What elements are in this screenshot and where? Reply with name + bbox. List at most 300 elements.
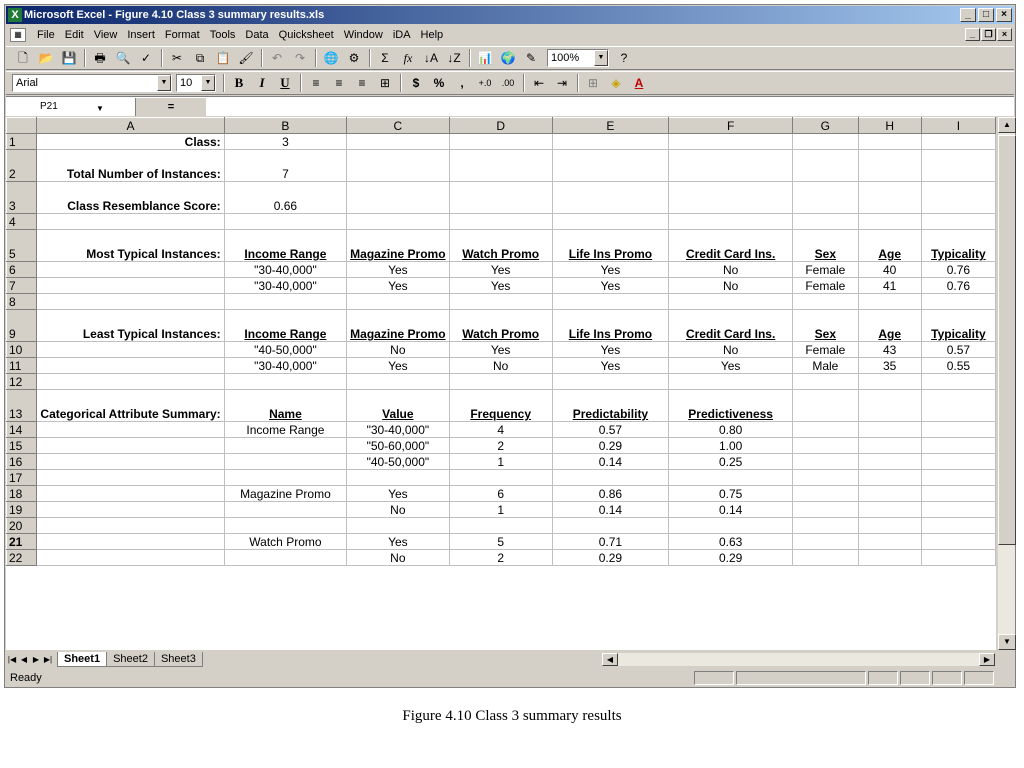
cell-b[interactable]: 0.66 [224,182,346,214]
cell-a[interactable]: Least Typical Instances: [37,310,224,342]
cell-d[interactable] [449,214,552,230]
cell-c[interactable]: Magazine Promo [347,310,449,342]
cell-g[interactable]: Female [793,262,858,278]
cut-icon[interactable]: ✂ [171,51,183,65]
cell-a[interactable] [37,550,224,566]
cell-h[interactable] [858,294,921,310]
row-header[interactable]: 2 [7,150,37,182]
currency-button[interactable]: $ [412,76,420,90]
cell-g[interactable] [793,150,858,182]
scroll-right-icon[interactable]: ▶ [979,653,995,666]
row-header[interactable]: 6 [7,262,37,278]
prev-sheet-icon[interactable]: ◀ [20,654,28,664]
italic-button[interactable]: I [259,75,265,90]
format-painter-icon[interactable]: 🖌 [238,51,254,65]
cell-c[interactable]: No [347,502,449,518]
fill-color-icon[interactable]: ◈ [611,76,621,90]
cell-f[interactable]: No [669,342,793,358]
chevron-down-icon[interactable]: ▼ [157,75,171,91]
cell-d[interactable]: 1 [449,454,552,470]
cell-a[interactable] [37,358,224,374]
cell-d[interactable] [449,470,552,486]
cell-e[interactable] [552,518,668,534]
cell-e[interactable]: 0.29 [552,438,668,454]
doc-restore-button[interactable]: ❐ [981,28,996,41]
spelling-icon[interactable]: ✓ [140,51,152,65]
row-header[interactable]: 22 [7,550,37,566]
first-sheet-icon[interactable]: |◀ [7,654,17,664]
cell-i[interactable] [921,390,995,422]
cell-a[interactable] [37,470,224,486]
tab-sheet2[interactable]: Sheet2 [106,652,155,667]
cell-b[interactable] [224,470,346,486]
cell-i[interactable] [921,374,995,390]
cell-e[interactable] [552,182,668,214]
document-icon[interactable]: ▦ [10,28,26,42]
cell-g[interactable] [793,550,858,566]
cell-g[interactable]: Sex [793,230,858,262]
row-header[interactable]: 4 [7,214,37,230]
cell-a[interactable] [37,374,224,390]
decrease-decimal-icon[interactable]: .00 [501,78,515,88]
cell-c[interactable]: Yes [347,358,449,374]
cell-e[interactable] [552,134,668,150]
cell-c[interactable]: Value [347,390,449,422]
decrease-indent-icon[interactable]: ⇤ [533,76,545,90]
tab-sheet3[interactable]: Sheet3 [154,652,203,667]
cell-h[interactable] [858,454,921,470]
row-header[interactable]: 9 [7,310,37,342]
cell-f[interactable]: Credit Card Ins. [669,230,793,262]
cell-b[interactable] [224,294,346,310]
cell-i[interactable] [921,134,995,150]
cell-i[interactable] [921,150,995,182]
cell-f[interactable] [669,214,793,230]
cell-g[interactable] [793,486,858,502]
cell-d[interactable]: Yes [449,278,552,294]
cell-d[interactable]: 2 [449,550,552,566]
cell-c[interactable] [347,214,449,230]
cell-b[interactable] [224,518,346,534]
column-header[interactable]: I [921,118,995,134]
cell-i[interactable] [921,518,995,534]
menu-data[interactable]: Data [245,29,269,41]
scroll-down-icon[interactable]: ▼ [998,634,1016,650]
column-header[interactable]: D [449,118,552,134]
row-header[interactable]: 10 [7,342,37,358]
cell-a[interactable] [37,438,224,454]
scroll-left-icon[interactable]: ◀ [602,653,618,666]
cell-h[interactable]: 40 [858,262,921,278]
cell-a[interactable]: Most Typical Instances: [37,230,224,262]
cell-i[interactable] [921,422,995,438]
doc-close-button[interactable]: × [997,28,1012,41]
column-header[interactable]: G [793,118,858,134]
hyperlink-icon[interactable]: 🌐 [323,51,339,65]
percent-button[interactable]: % [433,76,445,90]
cell-c[interactable] [347,150,449,182]
cell-a[interactable]: Total Number of Instances: [37,150,224,182]
print-icon[interactable]: 🖶 [94,51,106,65]
cell-d[interactable]: 4 [449,422,552,438]
cell-h[interactable] [858,422,921,438]
web-toolbar-icon[interactable]: ⚙ [348,51,360,65]
cell-a[interactable] [37,518,224,534]
cell-i[interactable]: 0.76 [921,262,995,278]
cell-f[interactable]: 0.14 [669,502,793,518]
column-header[interactable]: H [858,118,921,134]
cell-a[interactable] [37,214,224,230]
cell-f[interactable]: No [669,262,793,278]
row-header[interactable]: 8 [7,294,37,310]
cell-f[interactable]: Credit Card Ins. [669,310,793,342]
cell-a[interactable] [37,294,224,310]
menu-file[interactable]: File [37,29,55,41]
cell-i[interactable] [921,438,995,454]
cell-a[interactable] [37,342,224,358]
select-all-corner[interactable] [7,118,37,134]
column-header[interactable]: A [37,118,224,134]
cell-a[interactable] [37,262,224,278]
cell-i[interactable]: Typicality [921,310,995,342]
cell-c[interactable]: No [347,550,449,566]
cell-c[interactable]: No [347,342,449,358]
cell-b[interactable] [224,214,346,230]
cell-d[interactable] [449,134,552,150]
cell-f[interactable] [669,470,793,486]
cell-d[interactable]: Watch Promo [449,310,552,342]
cell-h[interactable] [858,150,921,182]
cell-e[interactable] [552,470,668,486]
cell-h[interactable] [858,502,921,518]
cell-c[interactable] [347,470,449,486]
align-left-icon[interactable]: ≡ [312,76,320,90]
cell-f[interactable]: No [669,278,793,294]
cell-c[interactable] [347,374,449,390]
cell-h[interactable] [858,486,921,502]
cell-g[interactable]: Female [793,342,858,358]
cell-e[interactable]: Predictability [552,390,668,422]
cell-c[interactable] [347,134,449,150]
menu-quicksheet[interactable]: Quicksheet [278,29,334,41]
paste-icon[interactable]: 📋 [215,51,231,65]
cell-c[interactable]: Yes [347,486,449,502]
menu-tools[interactable]: Tools [209,29,236,41]
underline-button[interactable]: U [280,75,290,90]
cell-c[interactable]: "50-60,000" [347,438,449,454]
cell-b[interactable] [224,438,346,454]
column-header[interactable]: E [552,118,668,134]
cell-c[interactable]: Yes [347,262,449,278]
cell-d[interactable]: Watch Promo [449,230,552,262]
cell-h[interactable] [858,550,921,566]
sort-descending-icon[interactable]: ↓Z [447,51,461,65]
cell-c[interactable]: "30-40,000" [347,422,449,438]
cell-e[interactable]: Life Ins Promo [552,230,668,262]
cell-i[interactable] [921,470,995,486]
cell-c[interactable]: "40-50,000" [347,454,449,470]
row-header[interactable]: 20 [7,518,37,534]
cell-d[interactable]: Yes [449,342,552,358]
cell-c[interactable] [347,182,449,214]
cell-g[interactable] [793,134,858,150]
doc-minimize-button[interactable]: _ [965,28,980,41]
help-icon[interactable]: ? [620,51,628,65]
cell-a[interactable]: Class: [37,134,224,150]
cell-f[interactable]: 0.80 [669,422,793,438]
cell-b[interactable]: Magazine Promo [224,486,346,502]
font-select[interactable] [12,74,172,92]
cell-b[interactable] [224,374,346,390]
row-header[interactable]: 13 [7,390,37,422]
cell-e[interactable]: Yes [552,262,668,278]
cell-g[interactable] [793,374,858,390]
cell-b[interactable] [224,454,346,470]
cell-d[interactable] [449,150,552,182]
cell-h[interactable]: Age [858,230,921,262]
cell-g[interactable]: Sex [793,310,858,342]
cell-h[interactable]: 43 [858,342,921,358]
cell-a[interactable]: Categorical Attribute Summary: [37,390,224,422]
cell-g[interactable] [793,534,858,550]
minimize-button[interactable]: _ [960,8,976,22]
chevron-down-icon[interactable]: ▼ [96,103,104,113]
cell-e[interactable]: 0.14 [552,502,668,518]
cell-h[interactable]: 35 [858,358,921,374]
row-header[interactable]: 1 [7,134,37,150]
cell-f[interactable]: Predictiveness [669,390,793,422]
cell-h[interactable] [858,374,921,390]
row-header[interactable]: 16 [7,454,37,470]
cell-f[interactable]: 0.75 [669,486,793,502]
spreadsheet-grid[interactable] [6,117,996,650]
cell-i[interactable]: 0.76 [921,278,995,294]
excel-icon[interactable]: X [8,8,22,22]
cell-d[interactable]: 6 [449,486,552,502]
cell-c[interactable] [347,294,449,310]
align-center-icon[interactable]: ≡ [335,76,343,90]
cell-b[interactable]: "30-40,000" [224,262,346,278]
comma-button[interactable]: , [460,76,464,90]
column-header[interactable]: B [224,118,346,134]
cell-f[interactable]: 0.25 [669,454,793,470]
print-preview-icon[interactable]: 🔍 [115,51,131,65]
open-icon[interactable]: 📂 [38,51,54,65]
cell-c[interactable]: Yes [347,278,449,294]
cell-g[interactable]: Female [793,278,858,294]
cell-a[interactable] [37,278,224,294]
cell-b[interactable]: Income Range [224,310,346,342]
name-box[interactable] [6,98,136,116]
autosum-icon[interactable]: Σ [381,51,389,65]
cell-b[interactable] [224,550,346,566]
cell-a[interactable]: Class Resemblance Score: [37,182,224,214]
row-header[interactable]: 14 [7,422,37,438]
cell-e[interactable]: 0.14 [552,454,668,470]
cell-c[interactable]: Yes [347,534,449,550]
borders-icon[interactable]: ⊞ [587,76,599,90]
chevron-down-icon[interactable]: ▼ [594,50,608,66]
cell-b[interactable] [224,502,346,518]
cell-b[interactable]: 7 [224,150,346,182]
cell-g[interactable] [793,502,858,518]
cell-f[interactable] [669,182,793,214]
vertical-scrollbar[interactable] [997,117,1015,650]
cell-e[interactable] [552,294,668,310]
formula-input[interactable] [206,98,1014,116]
cell-g[interactable] [793,390,858,422]
cell-h[interactable]: Age [858,310,921,342]
sort-ascending-icon[interactable]: ↓A [423,51,438,65]
cell-d[interactable]: 1 [449,502,552,518]
menu-ida[interactable]: iDA [392,29,411,41]
cell-d[interactable]: Yes [449,262,552,278]
cell-h[interactable] [858,438,921,454]
cell-e[interactable] [552,150,668,182]
cell-d[interactable]: Frequency [449,390,552,422]
cell-d[interactable]: No [449,358,552,374]
cell-h[interactable] [858,518,921,534]
cell-c[interactable] [347,518,449,534]
cell-i[interactable] [921,502,995,518]
row-header[interactable]: 3 [7,182,37,214]
redo-icon[interactable]: ↷ [294,51,306,65]
cell-i[interactable] [921,454,995,470]
cell-g[interactable] [793,438,858,454]
align-right-icon[interactable]: ≡ [358,76,366,90]
menu-insert[interactable]: Insert [127,29,155,41]
close-button[interactable]: × [996,8,1012,22]
cell-e[interactable]: 0.29 [552,550,668,566]
cell-e[interactable]: Yes [552,342,668,358]
row-header[interactable]: 5 [7,230,37,262]
cell-d[interactable] [449,294,552,310]
row-header[interactable]: 19 [7,502,37,518]
increase-decimal-icon[interactable]: +.0 [478,78,492,88]
horizontal-scrollbar[interactable] [601,652,996,667]
cell-h[interactable] [858,470,921,486]
column-header[interactable]: C [347,118,449,134]
cell-b[interactable]: Name [224,390,346,422]
font-color-icon[interactable]: A [634,76,644,90]
menu-edit[interactable]: Edit [64,29,84,41]
cell-g[interactable] [793,294,858,310]
function-icon[interactable]: fx [403,51,413,65]
cell-g[interactable]: Male [793,358,858,374]
cell-a[interactable] [37,486,224,502]
row-header[interactable]: 11 [7,358,37,374]
menu-format[interactable]: Format [164,29,200,41]
cell-a[interactable] [37,534,224,550]
cell-f[interactable] [669,294,793,310]
cell-i[interactable] [921,534,995,550]
cell-h[interactable] [858,534,921,550]
map-icon[interactable]: 🌍 [500,51,516,65]
cell-i[interactable]: 0.55 [921,358,995,374]
cell-a[interactable] [37,454,224,470]
scroll-thumb[interactable] [998,135,1016,545]
cell-i[interactable]: 0.57 [921,342,995,358]
cell-f[interactable] [669,518,793,534]
menu-window[interactable]: Window [343,29,383,41]
cell-e[interactable] [552,374,668,390]
bold-button[interactable]: B [234,75,244,90]
formula-equals[interactable]: = [136,98,206,116]
cell-g[interactable] [793,454,858,470]
cell-g[interactable] [793,518,858,534]
row-header[interactable]: 21 [7,534,37,550]
cell-i[interactable] [921,214,995,230]
new-icon[interactable]: 🗋 [18,51,28,65]
menu-help[interactable]: Help [420,29,444,41]
zoom-select[interactable] [547,49,609,67]
cell-b[interactable]: Watch Promo [224,534,346,550]
cell-e[interactable]: Yes [552,278,668,294]
cell-i[interactable] [921,294,995,310]
cell-i[interactable] [921,486,995,502]
cell-g[interactable] [793,470,858,486]
tab-sheet1[interactable]: Sheet1 [57,652,107,667]
cell-b[interactable]: Income Range [224,230,346,262]
cell-f[interactable]: Yes [669,358,793,374]
row-header[interactable]: 15 [7,438,37,454]
drawing-icon[interactable]: ✎ [525,51,537,65]
row-header[interactable]: 7 [7,278,37,294]
cell-a[interactable] [37,502,224,518]
cell-b[interactable]: Income Range [224,422,346,438]
cell-e[interactable]: Life Ins Promo [552,310,668,342]
cell-g[interactable] [793,214,858,230]
cell-e[interactable]: 0.86 [552,486,668,502]
cell-f[interactable] [669,374,793,390]
cell-f[interactable]: 0.29 [669,550,793,566]
cell-e[interactable]: 0.71 [552,534,668,550]
font-size-select[interactable] [176,74,216,92]
cell-g[interactable] [793,182,858,214]
next-sheet-icon[interactable]: ▶ [32,654,40,664]
cell-d[interactable] [449,182,552,214]
cell-g[interactable] [793,422,858,438]
cell-b[interactable]: "30-40,000" [224,358,346,374]
cell-f[interactable] [669,134,793,150]
menu-view[interactable]: View [93,29,118,41]
cell-h[interactable] [858,134,921,150]
cell-e[interactable]: Yes [552,358,668,374]
last-sheet-icon[interactable]: ▶| [43,654,53,664]
row-header[interactable]: 17 [7,470,37,486]
cell-a[interactable] [37,422,224,438]
cell-b[interactable]: "30-40,000" [224,278,346,294]
cell-f[interactable]: 0.63 [669,534,793,550]
cell-d[interactable] [449,374,552,390]
cell-d[interactable]: 5 [449,534,552,550]
maximize-button[interactable]: □ [978,8,994,22]
scroll-up-icon[interactable]: ▲ [998,117,1016,133]
cell-i[interactable] [921,182,995,214]
cell-h[interactable]: 41 [858,278,921,294]
chevron-down-icon[interactable]: ▼ [201,75,215,91]
cell-i[interactable]: Typicality [921,230,995,262]
row-header[interactable]: 12 [7,374,37,390]
cell-d[interactable]: 2 [449,438,552,454]
column-header[interactable]: F [669,118,793,134]
cell-e[interactable] [552,214,668,230]
cell-d[interactable] [449,518,552,534]
cell-h[interactable] [858,390,921,422]
copy-icon[interactable]: ⧉ [195,51,205,65]
increase-indent-icon[interactable]: ⇥ [556,76,568,90]
cell-c[interactable]: Magazine Promo [347,230,449,262]
